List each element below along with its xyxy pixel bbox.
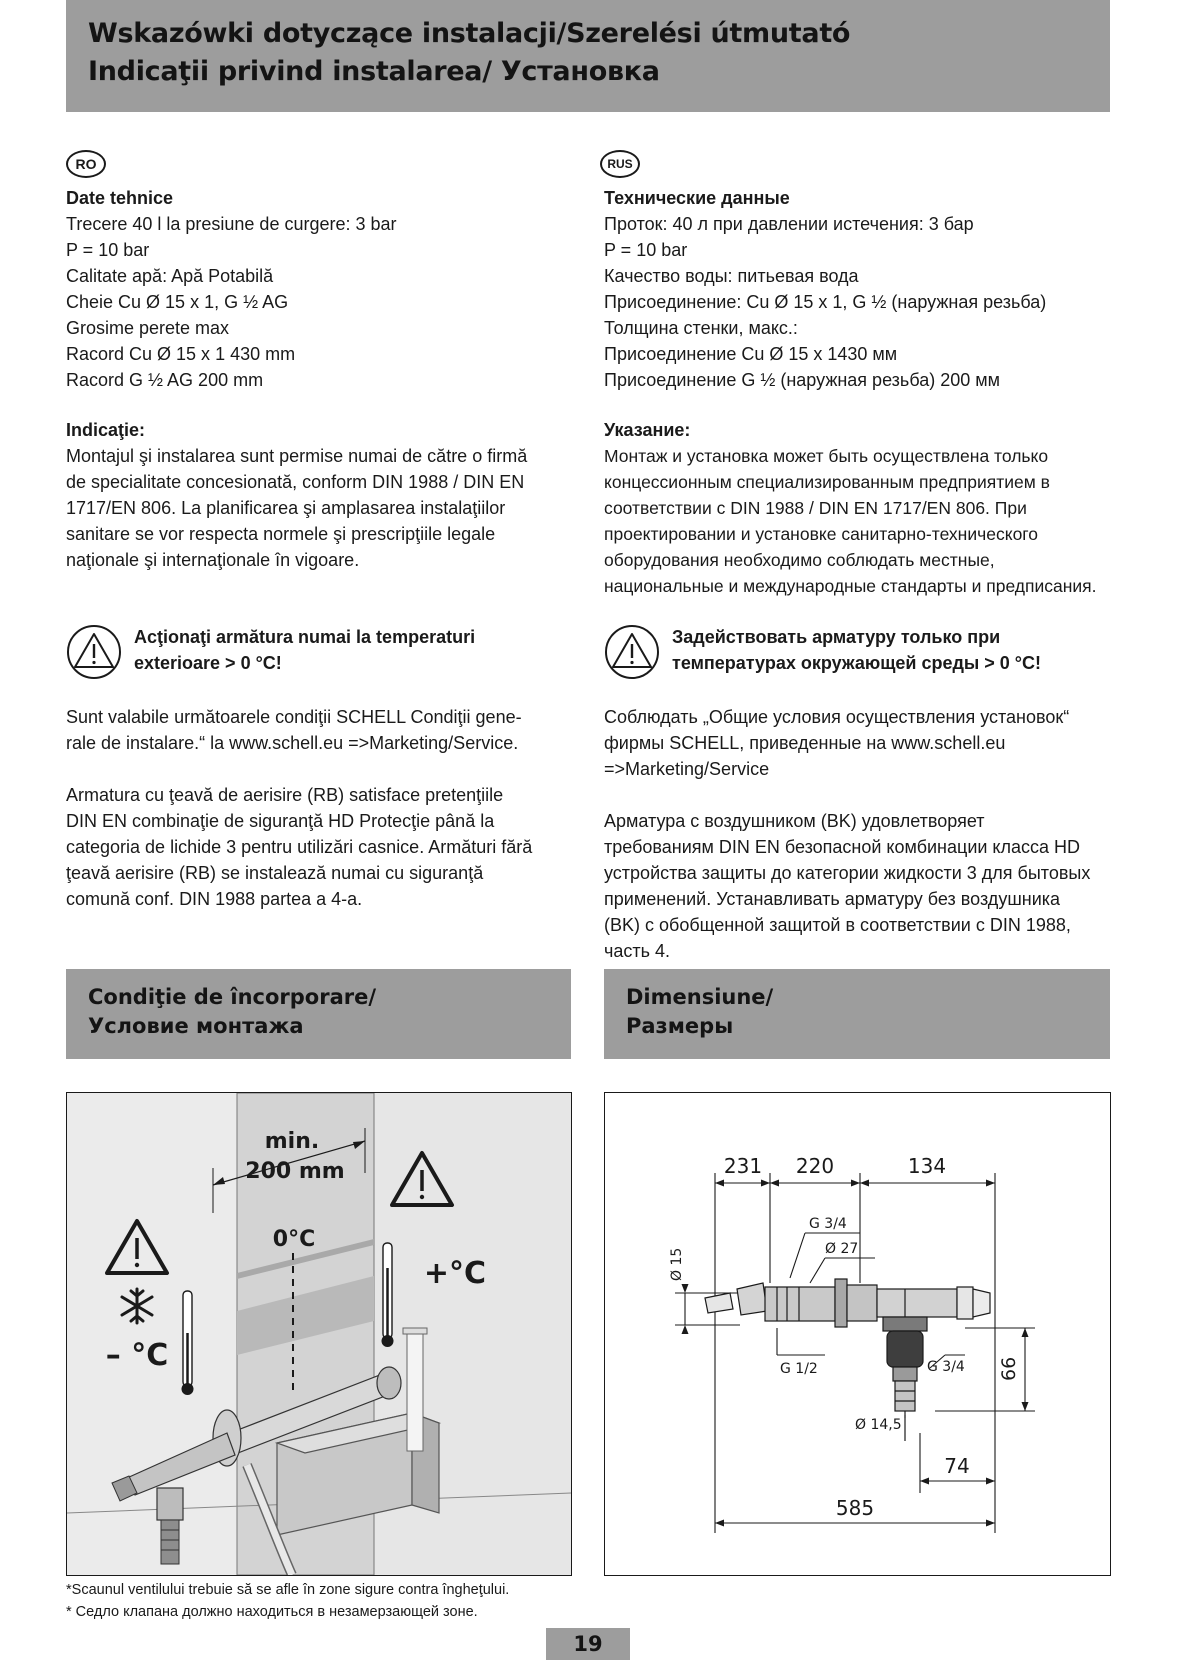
tech-heading: Date tehnice (66, 188, 174, 208)
section-title-line1: Dimensiune/ (626, 985, 774, 1009)
tech-line: Присоединение: Cu Ø 15 x 1, G ½ (наружная резьба) (604, 292, 1047, 312)
warning-ro (66, 624, 586, 684)
conditions-rus (604, 704, 1144, 782)
dim-d15: Ø 15 (669, 1247, 685, 1281)
tech-line: Cheie Cu Ø 15 x 1, G ½ AG (66, 292, 289, 312)
dim-134: 134 (907, 1154, 947, 1178)
warning-text (672, 624, 1041, 676)
note-line: национальные и международные стандарты и предписания. (604, 576, 1097, 596)
dim-g12: G 1/2 (780, 1361, 818, 1377)
note-heading: Указание: (604, 420, 691, 440)
conditions-ro (66, 704, 586, 756)
warning-rus (604, 624, 1144, 684)
cond-line: фирмы SCHELL, приведенные на www.schell.eu (604, 733, 1006, 753)
note-line: соответствии с DIN 1988 / DIN EN 1717/EN 806. При (604, 498, 1027, 518)
dim-74: 74 (944, 1454, 970, 1478)
note-line: Montajul şi instalarea sunt permise numai de către o firmă (66, 446, 528, 466)
dim-d27: Ø 27 (825, 1241, 859, 1257)
note-heading: Indicaţie: (66, 420, 146, 440)
note-line: Монтаж и установка может быть осуществлена только (604, 446, 1049, 466)
tech-line: Calitate apă: Apă Potabilă (66, 266, 274, 286)
warning-line: Acţionaţi armătura numai la temperaturi (134, 627, 476, 647)
lang-badge-rus: RUS (600, 150, 640, 178)
section-title-line2: Размеры (626, 1014, 734, 1038)
warning-line: exterioare > 0 °C! (134, 653, 282, 673)
tech-line: Присоединение G ½ (наружная резьба) 200 мм (604, 370, 1000, 390)
cond-line: rale de instalare.“ la www.schell.eu =>Marketing/Service. (66, 733, 519, 753)
note-line: 1717/EN 806. La planificarea şi amplasarea instalaţiilor (66, 498, 506, 518)
rb-line: comună conf. DIN 1988 partea a 4-a. (66, 889, 363, 909)
tech-data-ro (66, 185, 576, 393)
rb-line: требованиям DIN EN безопасной комбинации класса HD (604, 837, 1081, 857)
rb-line: Арматура с воздушником (BK) удовлетворяет (604, 811, 985, 831)
min-value-label: 200 mm (245, 1159, 345, 1184)
cond-line: Sunt valabile următoarele condiţii SCHELL Condiţii gene- (66, 707, 522, 727)
cond-line: Соблюдать „Общие условия осуществления установок“ (604, 707, 1070, 727)
tech-heading: Технические данные (604, 188, 790, 208)
section-bar-installation (66, 969, 571, 1059)
note-rus (604, 417, 1164, 599)
warning-text (134, 624, 475, 676)
dim-220: 220 (795, 1154, 835, 1178)
rb-line: Armatura cu ţeavă de aerisire (RB) satisface pretenţiile (66, 785, 504, 805)
tech-line: Толщина стенки, макс.: (604, 318, 798, 338)
plus-temp-label: +°C (423, 1256, 487, 1291)
footnote-ro: *Scaunul ventilului trebuie să se afle în zone sigure contra îngheţului. (66, 1582, 510, 1598)
warning-icon (604, 624, 660, 680)
dimensions-drawing (605, 1093, 1110, 1575)
dim-231: 231 (723, 1154, 763, 1178)
rb-ro (66, 782, 586, 912)
note-line: проектировании и установке санитарно-технического (604, 524, 1039, 544)
rb-line: DIN EN combinaţie de siguranţă HD Protecţie până la (66, 811, 495, 831)
lang-badge-ro: RO (66, 150, 106, 178)
note-line: de specialitate concesionată, conform DIN 1988 / DIN EN (66, 472, 525, 492)
dim-d145: Ø 14,5 (855, 1417, 902, 1433)
tech-line: Проток: 40 л при давлении истечения: 3 бар (604, 214, 974, 234)
tech-data-rus (604, 185, 1144, 393)
minus-temp-label: – °C (105, 1338, 169, 1373)
tech-line: Присоединение Cu Ø 15 x 1430 мм (604, 344, 898, 364)
zero-temp-label: 0°C (272, 1227, 316, 1252)
note-line: концессионным специализированным предприятием в (604, 472, 1050, 492)
rb-line: categoria de lichide 3 pentru utilizări casnice. Armături fără (66, 837, 533, 857)
section-bar-dimensions (604, 969, 1110, 1059)
rb-line: часть 4. (604, 941, 671, 961)
thermometer-warm-icon (382, 1243, 394, 1347)
installation-figure (66, 1092, 572, 1576)
dim-g34-side: G 3/4 (927, 1359, 965, 1375)
installation-drawing (67, 1093, 571, 1575)
tech-line: Grosime perete max (66, 318, 230, 338)
rb-line: устройства защиты до категории жидкости 3 для бытовых (604, 863, 1091, 883)
page-header (66, 0, 1110, 112)
section-title-line1: Condiţie de încorporare/ (88, 985, 377, 1009)
tech-line: Racord Cu Ø 15 x 1 430 mm (66, 344, 296, 364)
dim-585: 585 (835, 1496, 875, 1520)
cond-line: =>Marketing/Service (604, 759, 770, 779)
tech-line: P = 10 bar (604, 240, 688, 260)
tech-line: Качество воды: питьевая вода (604, 266, 859, 286)
min-label: min. (264, 1129, 320, 1154)
page-number: 19 (546, 1628, 630, 1660)
warning-icon (66, 624, 122, 680)
rb-rus (604, 808, 1164, 964)
tech-line: P = 10 bar (66, 240, 150, 260)
footnote-rus: * Седло клапана должно находиться в незамерзающей зоне. (66, 1604, 478, 1620)
warning-line: температурах окружающей среды > 0 °C! (672, 653, 1041, 673)
note-line: sanitare se vor respecta normele şi prescripţiile legale (66, 524, 496, 544)
section-title-line2: Условие монтажа (88, 1014, 304, 1038)
rb-line: применений. Устанавливать арматуру без воздушника (604, 889, 1061, 909)
note-ro (66, 417, 586, 573)
dim-g34-top: G 3/4 (809, 1216, 847, 1232)
dimensions-figure (604, 1092, 1111, 1576)
tech-line: Trecere 40 l la presiune de curgere: 3 bar (66, 214, 397, 234)
rb-line: (BK) с обобщенной защитой в соответствии с DIN 1988, (604, 915, 1071, 935)
header-title-line1: Wskazówki dotyczące instalacji/Szerelési útmutató (88, 18, 851, 49)
dim-66: 66 (998, 1356, 1020, 1381)
thermometer-cold-icon (182, 1291, 194, 1395)
tech-line: Racord G ½ AG 200 mm (66, 370, 264, 390)
note-line: оборудования необходимо соблюдать местные, (604, 550, 995, 570)
note-line: naţionale şi internaţionale în vigoare. (66, 550, 360, 570)
warning-line: Задействовать арматуру только при (672, 627, 1001, 647)
header-title-line2: Indicaţii privind instalarea/ Установка (88, 56, 660, 87)
rb-line: ţeavă aerisire (RB) se instalează numai cu siguranţă (66, 863, 484, 883)
